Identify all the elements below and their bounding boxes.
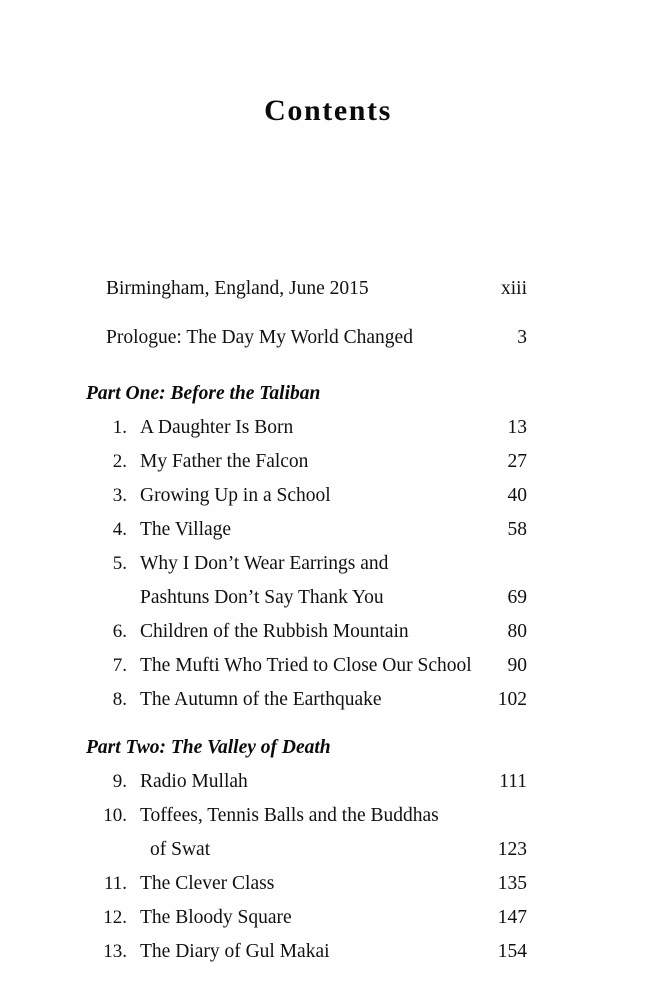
- toc-entry-page-number: xiii: [500, 278, 527, 299]
- chapter-number: 5.: [112, 553, 127, 574]
- toc-row-chapter-5[interactable]: [0, 551, 656, 585]
- chapter-title: Growing Up in a School: [140, 485, 331, 506]
- chapter-title: My Father the Falcon: [140, 451, 309, 472]
- chapter-number: 4.: [112, 519, 127, 540]
- toc-row-chapter-10-continued[interactable]: [0, 837, 656, 871]
- toc-row-front-birmingham[interactable]: [0, 276, 656, 325]
- chapter-title: The Diary of Gul Makai: [140, 941, 330, 962]
- toc-row-chapter-12[interactable]: [0, 905, 656, 939]
- chapter-page-number: 102: [497, 689, 527, 710]
- chapter-number: 3.: [112, 485, 127, 506]
- toc-row-chapter-1[interactable]: [0, 415, 656, 449]
- toc-row-chapter-13[interactable]: [0, 939, 656, 973]
- chapter-number: 12.: [103, 907, 127, 928]
- chapter-page-number: 69: [507, 587, 527, 608]
- toc-entry-list: [0, 276, 656, 973]
- toc-row-chapter-7[interactable]: [0, 653, 656, 687]
- page-title: Contents: [264, 94, 392, 127]
- toc-entry-title: Birmingham, England, June 2015: [106, 278, 369, 299]
- toc-row-chapter-9[interactable]: [0, 769, 656, 803]
- chapter-number: 1.: [112, 417, 127, 438]
- toc-row-chapter-8[interactable]: [0, 687, 656, 721]
- part-heading-label: Part One: Before the Taliban: [86, 383, 321, 404]
- toc-entry-title: Prologue: The Day My World Changed: [106, 327, 413, 348]
- chapter-number: 6.: [112, 621, 127, 642]
- chapter-title: Toffees, Tennis Balls and the Buddhas: [140, 805, 439, 826]
- chapter-page-number: 13: [507, 417, 527, 438]
- chapter-number: 7.: [112, 655, 127, 676]
- toc-row-chapter-3[interactable]: [0, 483, 656, 517]
- chapter-title: Radio Mullah: [140, 771, 248, 792]
- chapter-page-number: 58: [507, 519, 527, 540]
- toc-row-chapter-6[interactable]: [0, 619, 656, 653]
- chapter-page-number: 135: [497, 873, 527, 894]
- chapter-page-number: 154: [497, 941, 527, 962]
- toc-part-heading-two: [0, 721, 656, 769]
- chapter-number: 11.: [103, 873, 127, 894]
- chapter-number: 10.: [103, 805, 127, 826]
- chapter-number: 2.: [112, 451, 127, 472]
- chapter-title: A Daughter Is Born: [140, 417, 294, 438]
- toc-entry-page-number: 3: [517, 327, 527, 348]
- chapter-title-line-2: Pashtuns Don’t Say Thank You: [140, 587, 384, 608]
- chapter-page-number: 111: [499, 771, 527, 792]
- toc-part-heading-one: [0, 369, 656, 415]
- chapter-page-number: 123: [497, 839, 527, 860]
- chapter-number: 9.: [112, 771, 127, 792]
- chapter-number: 13.: [103, 941, 127, 962]
- chapter-title: The Clever Class: [140, 873, 275, 894]
- chapter-title: Why I Don’t Wear Earrings and: [140, 553, 389, 574]
- toc-row-chapter-4[interactable]: [0, 517, 656, 551]
- chapter-title: Children of the Rubbish Mountain: [140, 621, 409, 642]
- toc-row-chapter-10[interactable]: [0, 803, 656, 837]
- chapter-page-number: 90: [507, 655, 527, 676]
- toc-row-chapter-2[interactable]: [0, 449, 656, 483]
- toc-row-front-prologue[interactable]: [0, 325, 656, 369]
- chapter-page-number: 40: [507, 485, 527, 506]
- chapter-page-number: 27: [507, 451, 527, 472]
- chapter-title-line-2: of Swat: [150, 839, 211, 860]
- toc-row-chapter-11[interactable]: [0, 871, 656, 905]
- chapter-number: 8.: [112, 689, 127, 710]
- chapter-page-number: 147: [497, 907, 527, 928]
- chapter-title: The Bloody Square: [140, 907, 292, 928]
- chapter-title: The Mufti Who Tried to Close Our School: [140, 655, 472, 676]
- chapter-page-number: 80: [507, 621, 527, 642]
- chapter-title: The Autumn of the Earthquake: [140, 689, 382, 710]
- part-heading-label: Part Two: The Valley of Death: [86, 737, 331, 758]
- toc-row-chapter-5-continued[interactable]: [0, 585, 656, 619]
- chapter-title: The Village: [140, 519, 232, 540]
